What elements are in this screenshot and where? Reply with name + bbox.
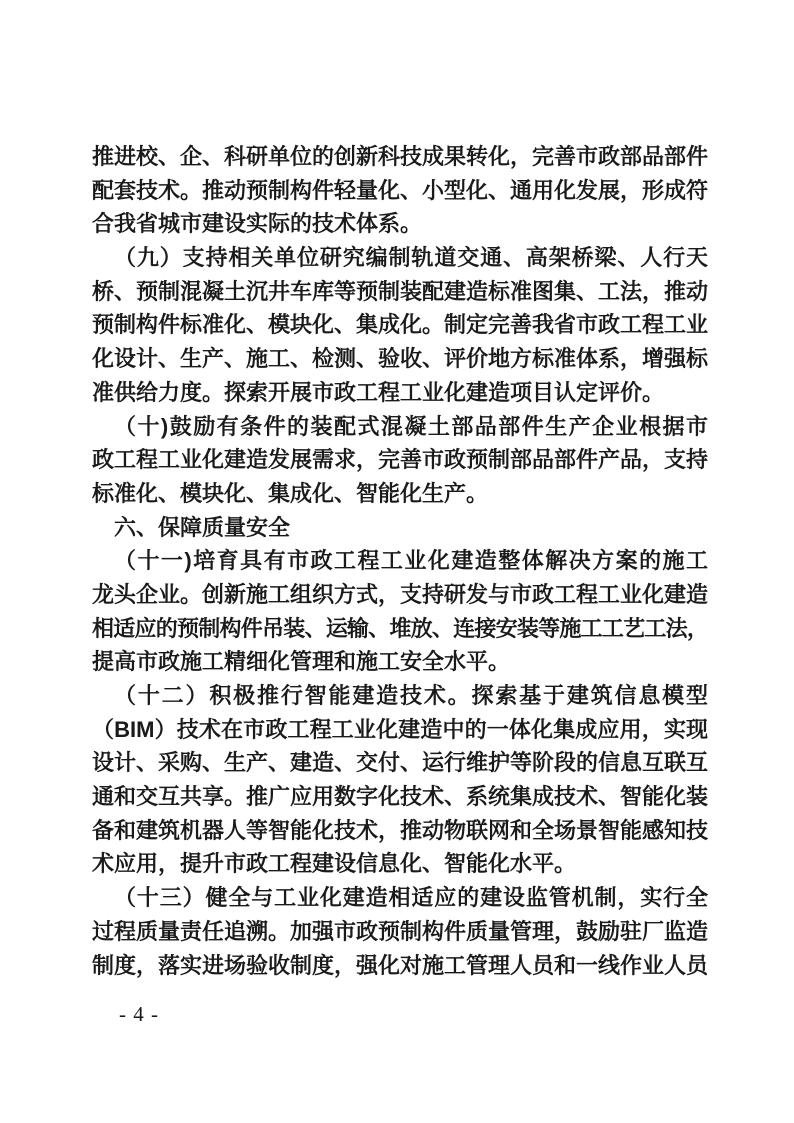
document-body bbox=[92, 140, 708, 982]
page-number: - 4 - bbox=[119, 1002, 159, 1026]
text-line: （十一)培育具有市政工程工业化建造整体解决方案的施工 bbox=[114, 548, 708, 574]
section-heading: 六、保障质量安全 bbox=[114, 514, 291, 540]
text-line: 标准化、模块化、集成化、智能化生产。 bbox=[92, 480, 489, 506]
text-line: 提高市政施工精细化管理和施工安全水平。 bbox=[92, 649, 511, 675]
text-line: 备和建筑机器人等智能化技术，推动物联网和全场景智能感知技 bbox=[92, 817, 709, 843]
text-line: 术应用，提升市政工程建设信息化、智能化水平。 bbox=[92, 851, 577, 877]
text-line: 预制构件标准化、模块化、集成化。制定完善我省市政工程工业 bbox=[92, 312, 709, 338]
text-line: 龙头企业。创新施工组织方式，支持研发与市政工程工业化建造 bbox=[92, 581, 709, 607]
text-line: 相适应的预制构件吊装、运输、堆放、连接安装等施工工艺工法， bbox=[92, 615, 708, 641]
text-line: 桥、预制混凝土沉井车库等预制装配建造标准图集、工法，推动 bbox=[92, 278, 709, 304]
text-line: （BIM）技术在市政工程工业化建造中的一体化集成应用，实现 bbox=[92, 716, 709, 742]
text-line: （九）支持相关单位研究编制轨道交通、高架桥梁、人行天 bbox=[114, 245, 708, 271]
text-line: 通和交互共享。推广应用数字化技术、系统集成技术、智能化装 bbox=[92, 784, 709, 810]
text-line: 合我省城市建设实际的技术体系。 bbox=[92, 211, 423, 237]
text-line: 准供给力度。探索开展市政工程工业化建造项目认定评价。 bbox=[92, 379, 665, 405]
text-line: （十二）积极推行智能建造技术。探索基于建筑信息模型 bbox=[114, 683, 708, 708]
text-line: 推进校、企、科研单位的创新科技成果转化，完善市政部品部件 bbox=[92, 144, 709, 169]
text-line: （十)鼓励有条件的装配式混凝土部品部件生产企业根据市 bbox=[114, 413, 708, 439]
text-line: 制度，落实进场验收制度，强化对施工管理人员和一线作业人员 bbox=[92, 952, 709, 978]
text-line: 过程质量责任追溯。加强市政预制构件质量管理，鼓励驻厂监造 bbox=[92, 918, 709, 944]
text-line: 化设计、生产、施工、检测、验收、评价地方标准体系，增强标 bbox=[92, 346, 709, 372]
text-line: 配套技术。推动预制构件轻量化、小型化、通用化发展，形成符 bbox=[92, 177, 709, 203]
text-line: （十三）健全与工业化建造相适应的建设监管机制，实行全 bbox=[114, 885, 708, 911]
text-line: 政工程工业化建造发展需求，完善市政预制部品部件产品，支持 bbox=[92, 447, 709, 473]
text-line: 设计、采购、生产、建造、交付、运行维护等阶段的信息互联互 bbox=[92, 750, 709, 776]
